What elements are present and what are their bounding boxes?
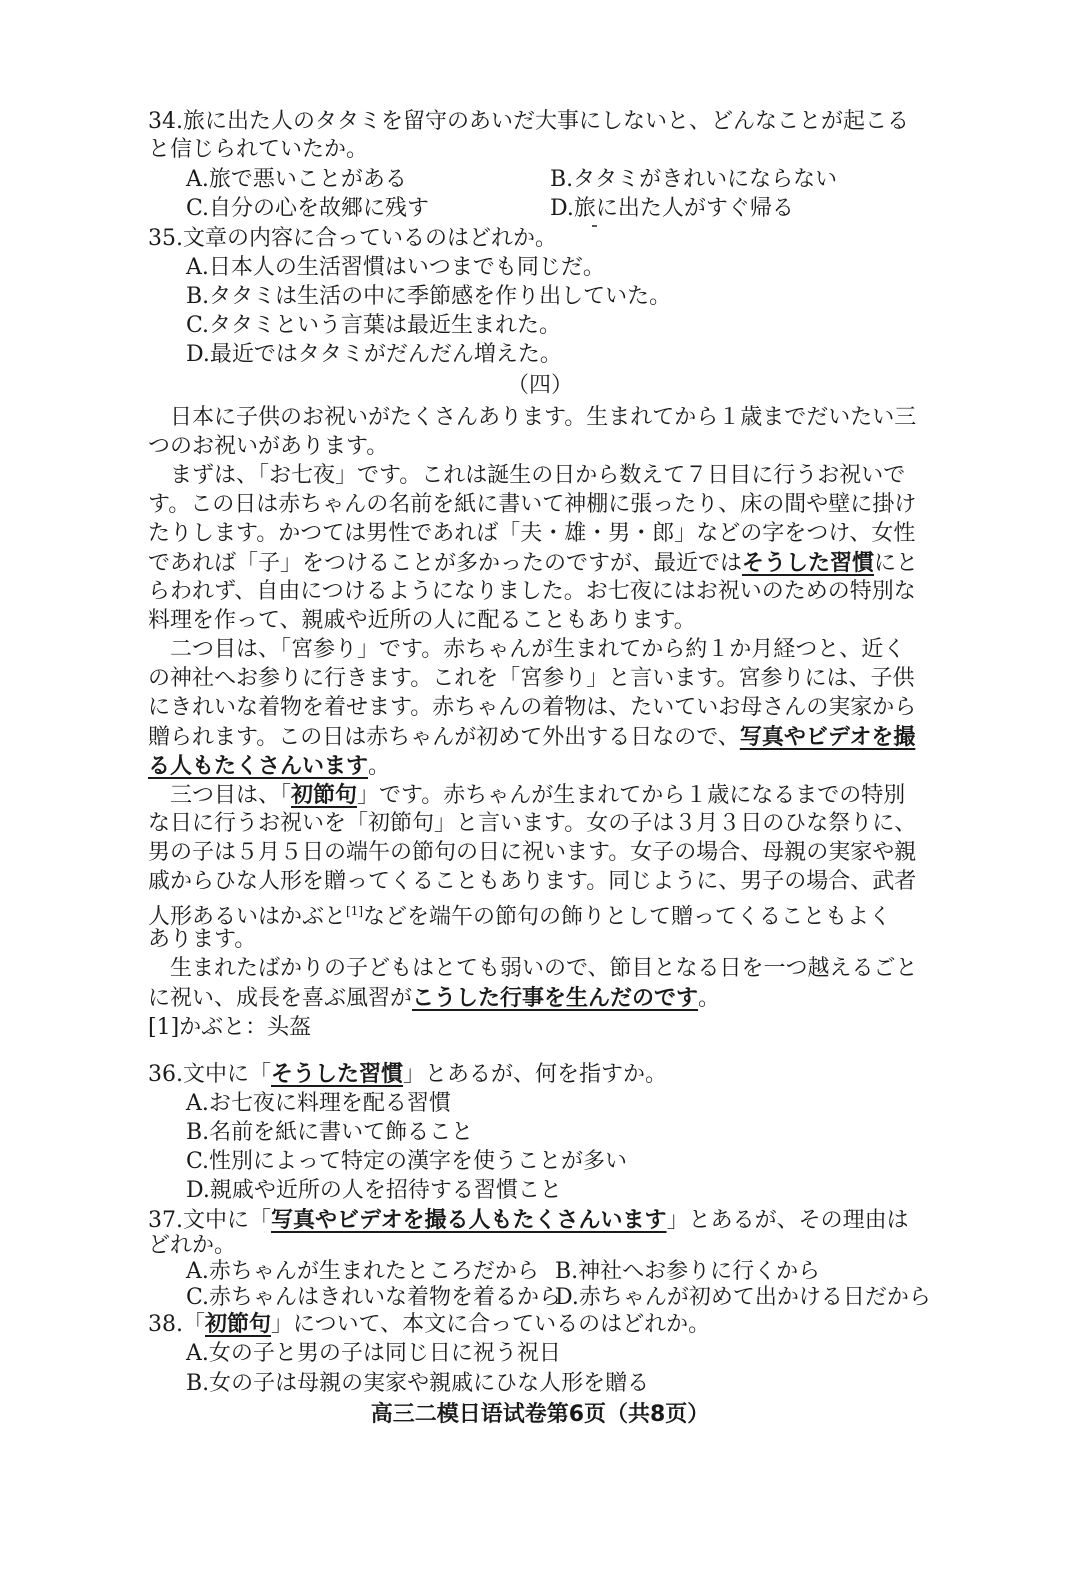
q34-stem-line1: 34.旅に出た人のタタミを留守のあいだ大事にしないと、どんなことが起こる (148, 109, 909, 134)
q37-option-b: B.神社へお参りに行くから (555, 1259, 821, 1284)
passage-line: 生まれたばかりの子どもはとても弱いので、節目となる日を一つ越えるごと (170, 956, 918, 981)
q34-option-d: D.旅に出た人がすぐ帰る (550, 196, 794, 221)
q37-option-a: A.赤ちゃんが生まれたところだから (186, 1259, 539, 1284)
q34-option-a: A.旅で悪いことがある (186, 167, 407, 192)
q38-option-a: A.女の子と男の子は同じ日に祝う祝日 (186, 1341, 561, 1366)
passage-text: 三つ目は、「 (170, 783, 292, 808)
passage-text: に祝い、成長を喜ぶ風習が (148, 986, 413, 1011)
passage-line: らわれず、自由につけるようになりました。お七夜にはお祝いのための特別な (148, 579, 916, 604)
q38-stem (148, 1310, 710, 1339)
q37-stem-text: 」とあるが、その理由は (666, 1208, 909, 1233)
passage-text: 贈られます。この日は赤ちゃんが初めて外出する日なので、 (148, 725, 740, 750)
stray-mark (592, 225, 597, 227)
passage-text: 」です。赤ちゃんが生まれてから１歳になるまでの特別 (357, 783, 906, 808)
q36-option-d: D.親戚や近所の人を招待する習慣こと (186, 1178, 562, 1203)
passage-line: す。この日は赤ちゃんの名前を紙に書いて神棚に張ったり、床の間や壁に掛け (148, 492, 917, 517)
passage-line (148, 897, 891, 931)
passage-line: 料理を作って、親戚や近所の人に配ることもあります。 (148, 608, 696, 633)
footnote-ref: [1] (346, 904, 364, 918)
q37-underlined-ref: 写真やビデオを撮る人もたくさんいます (271, 1207, 667, 1233)
passage-line: つのお祝いがあります。 (148, 434, 389, 459)
passage-text: 人形あるいはかぶと (148, 904, 347, 930)
q35-option-d: D.最近ではタタミがだんだん増えた。 (186, 342, 562, 367)
q37-stem-line2: どれか。 (148, 1233, 237, 1258)
q35-stem: 35.文章の内容に合っているのはどれか。 (148, 226, 557, 251)
passage-line (148, 549, 918, 578)
q34-stem-line2: と信じられていたか。 (148, 137, 369, 162)
footnote: [1]かぶと：头盔 (148, 1015, 312, 1040)
passage-text: などを端午の節句の飾りとして贈ってくることもよく (363, 904, 892, 930)
passage-line (148, 723, 915, 752)
underlined-phrase-hatsuzekku: 初節句 (291, 782, 358, 808)
q37-stem-text: 37.文中に「 (148, 1208, 271, 1233)
passage-line: あります。 (148, 927, 257, 952)
q35-option-a: A.日本人の生活習慣はいつまでも同じだ。 (186, 255, 605, 280)
passage-line (148, 752, 390, 781)
passage-text: 。 (698, 986, 721, 1011)
q36-underlined-ref: そうした習慣 (271, 1061, 404, 1087)
q37-stem (148, 1206, 909, 1235)
passage-text: にと (874, 551, 919, 576)
q36-option-c: C.性別によって特定の漢字を使うことが多い (186, 1149, 628, 1174)
passage-line: 戚からひな人形を贈ってくることもあります。同じように、男子の場合、武者 (148, 869, 917, 894)
passage-line: の神社へお参りに行きます。これを「宮参り」と言います。宮参りには、子供 (148, 666, 915, 691)
passage-line: 日本に子供のお祝いがたくさんあります。生まれてから１歳までだいたい三 (170, 405, 917, 430)
q35-option-c: C.タタミという言葉は最近生まれた。 (186, 313, 562, 338)
q36-stem-text: 」とあるが、何を指すか。 (403, 1062, 668, 1087)
q34-option-c: C.自分の心を故郷に残す (186, 196, 430, 221)
passage-text: であれば「子」をつけることが多かったのですが、最近では (148, 551, 743, 576)
passage-line: な日に行うお祝いを「初節句」と言います。女の子は３月３日のひな祭りに、 (148, 811, 917, 836)
underlined-phrase-photo-video-cont: る人もたくさんいます (148, 753, 369, 779)
q36-stem (148, 1060, 667, 1089)
page-footer: 高三二模日语试卷第6页（共8页） (370, 1402, 710, 1427)
section-heading: （四） (506, 373, 573, 398)
passage-line (148, 984, 720, 1013)
q36-option-b: B.名前を紙に書いて飾ること (186, 1120, 474, 1145)
passage-line: まずは、「お七夜」です。これは誕生の日から数えて７日目に行うお祝いで (170, 463, 906, 488)
q38-option-b: B.女の子は母親の実家や親戚にひな人形を贈る (186, 1371, 650, 1396)
underlined-phrase-kou-shita-gyouji: こうした行事を生んだのです (412, 985, 699, 1011)
q35-option-b: B.タタミは生活の中に季節感を作り出していた。 (186, 284, 672, 309)
q36-stem-text: 36.文中に「 (148, 1062, 271, 1087)
q34-option-b: B.タタミがきれいにならない (550, 167, 838, 192)
passage-text: 。 (368, 754, 391, 779)
passage-line: 二つ目は、「宮参り」です。赤ちゃんが生まれてから約１か月経つと、近く (170, 637, 906, 662)
passage-line: たりします。かつては男性であれば「夫・雄・男・郎」などの字をつけ、女性 (148, 521, 916, 546)
underlined-phrase-sou-shita-shuukan: そうした習慣 (742, 550, 875, 576)
passage-line (170, 781, 905, 810)
q37-option-d: D.赤ちゃんが初めて出かける日だから (555, 1285, 931, 1310)
passage-line: 男の子は５月５日の端午の節句の日に祝います。女子の場合、母親の実家や親 (148, 840, 917, 865)
passage-line: にきれいな着物を着せます。赤ちゃんの着物は、たいていお母さんの実家から (148, 695, 917, 720)
q36-option-a: A.お七夜に料理を配る習慣 (186, 1091, 451, 1116)
underlined-phrase-photo-video: 写真やビデオを撮 (739, 724, 916, 750)
q38-underlined-ref: 初節句 (205, 1311, 272, 1337)
q38-stem-text: 」について、本文に合っているのはどれか。 (271, 1312, 711, 1337)
q37-option-c: C.赤ちゃんはきれいな着物を着るから (186, 1285, 562, 1310)
q38-stem-text: 38.「 (148, 1312, 205, 1337)
